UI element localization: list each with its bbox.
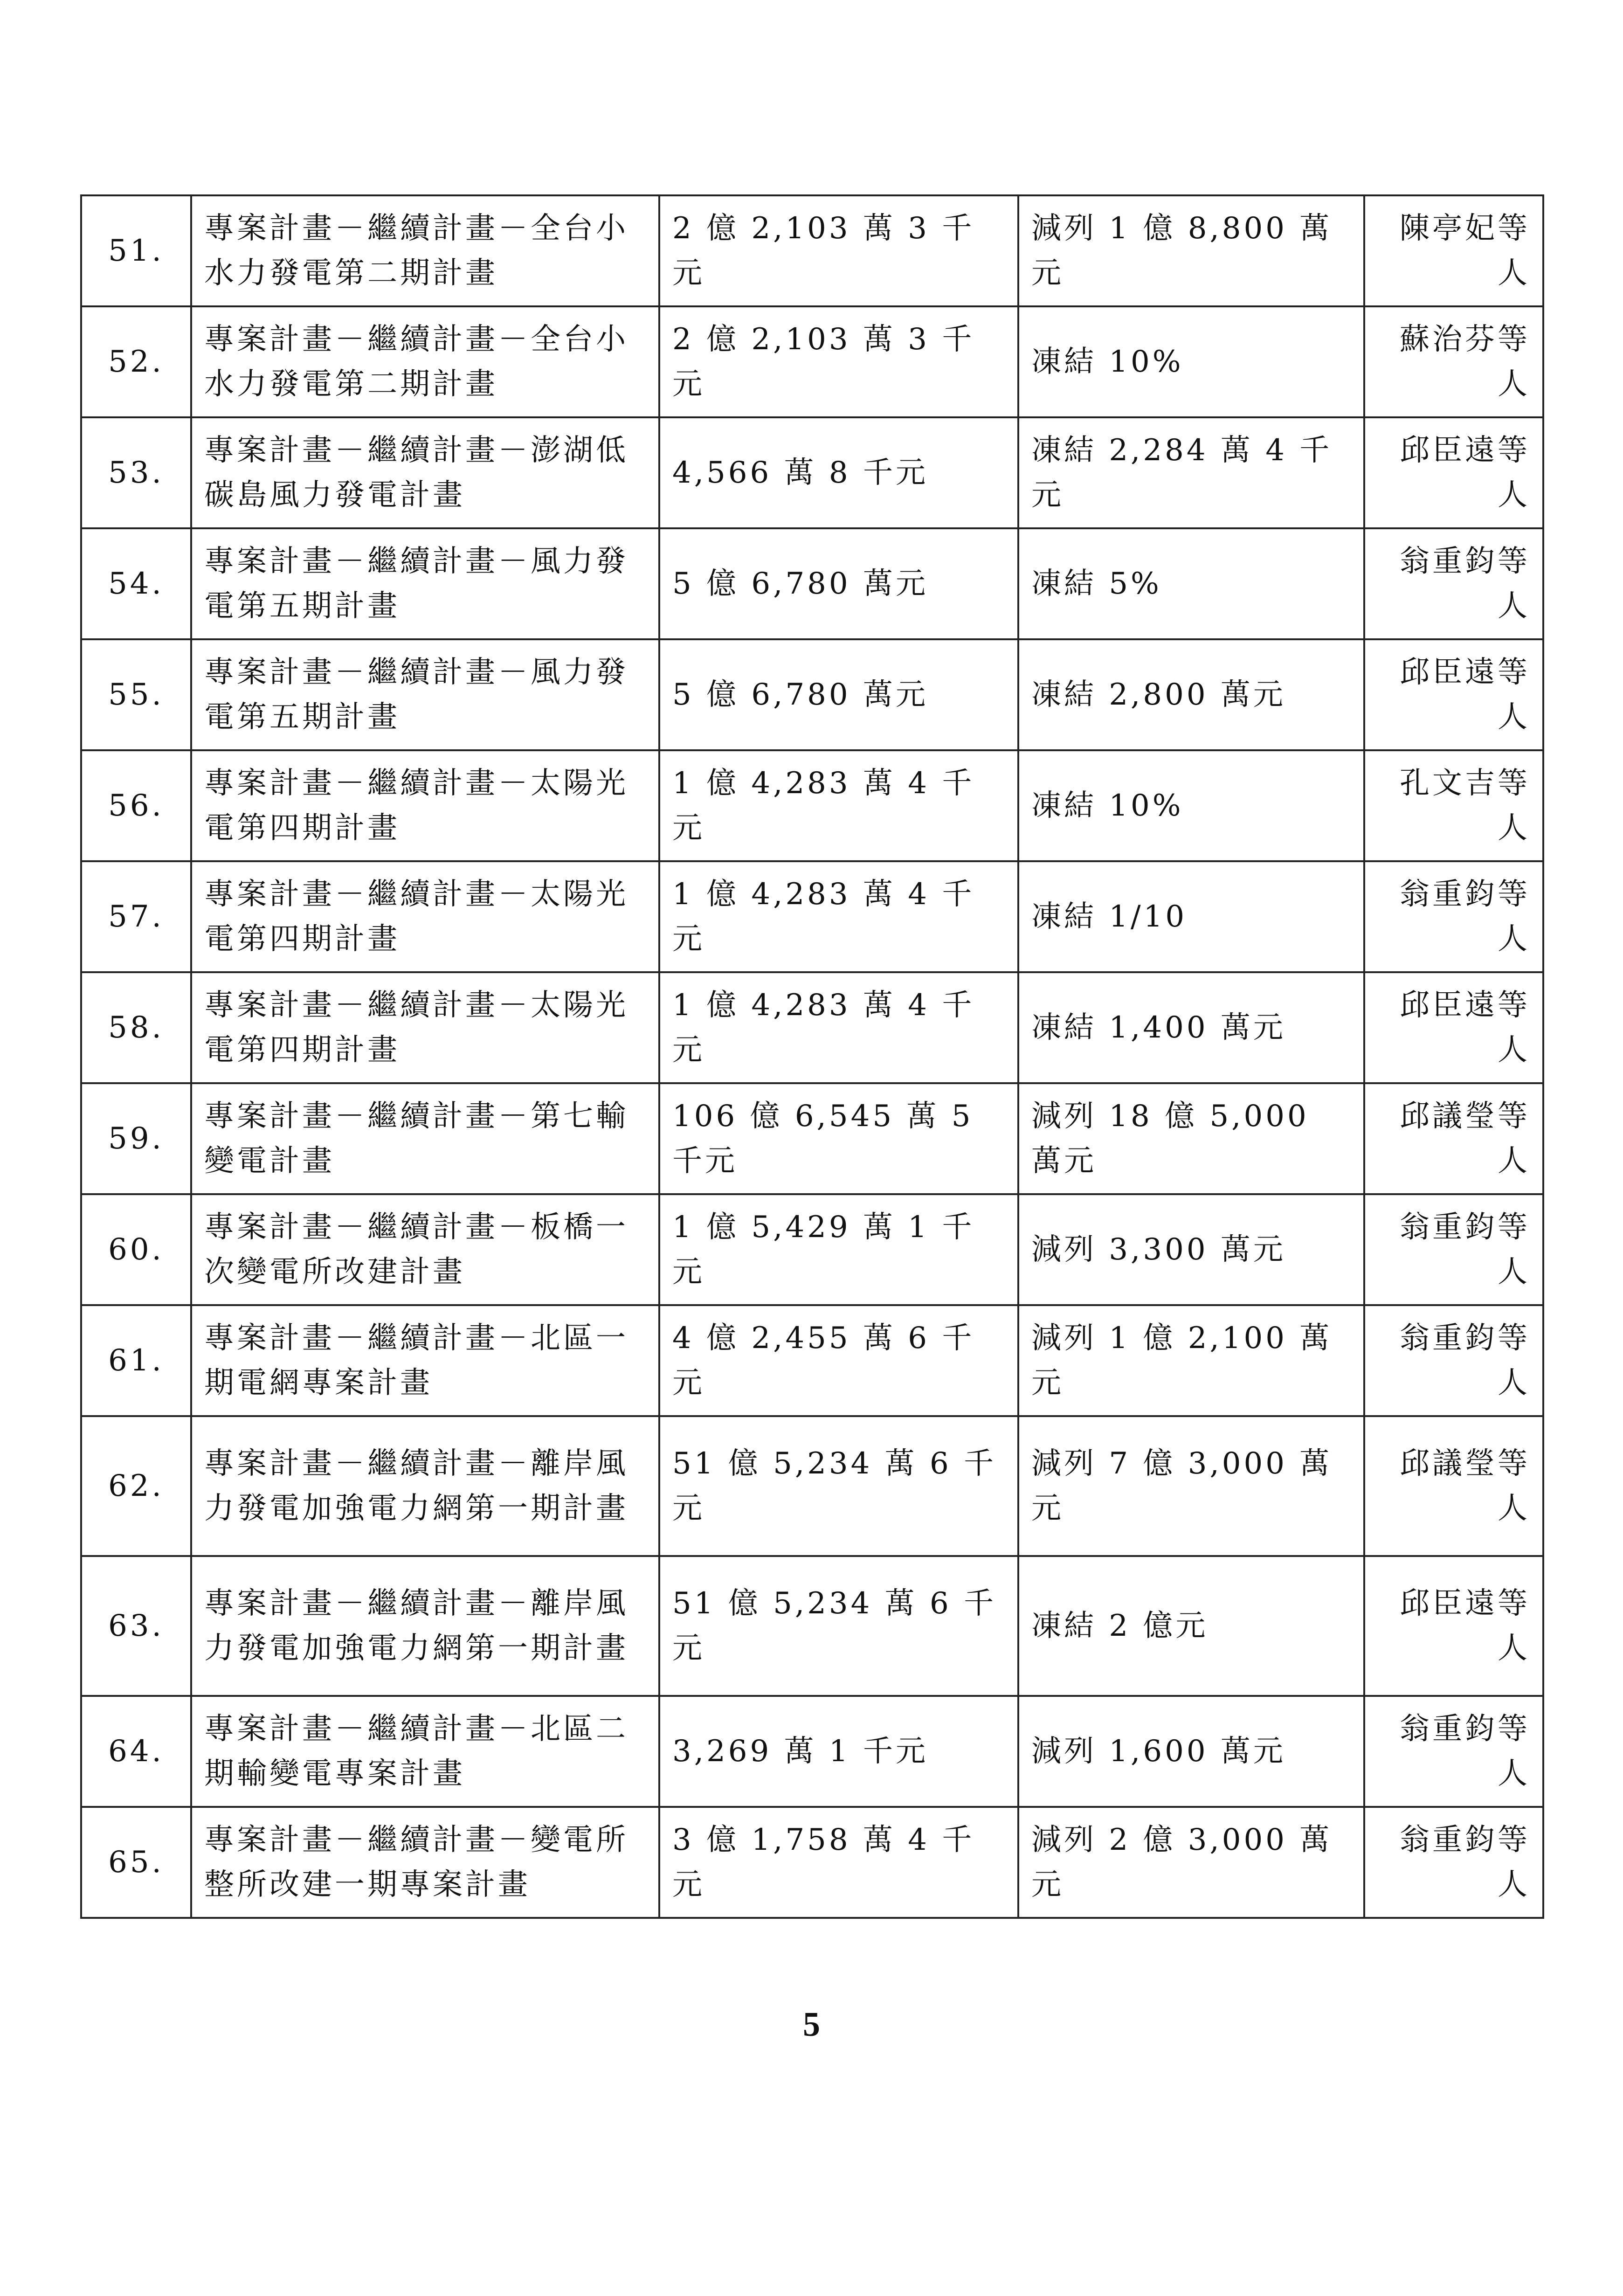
proposed-action: 凍結 2 億元 [1018, 1556, 1364, 1696]
budget-amount: 1 億 4,283 萬 4 千元 [659, 972, 1018, 1083]
proposed-action: 凍結 1/10 [1018, 861, 1364, 972]
budget-amount: 2 億 2,103 萬 3 千元 [659, 195, 1018, 306]
table-row [81, 861, 1543, 972]
proposed-action: 減列 3,300 萬元 [1018, 1194, 1364, 1305]
row-number: 61. [81, 1305, 191, 1416]
row-number: 60. [81, 1194, 191, 1305]
row-number: 62. [81, 1416, 191, 1556]
proposed-action: 減列 1,600 萬元 [1018, 1696, 1364, 1807]
budget-amount: 1 億 5,429 萬 1 千元 [659, 1194, 1018, 1305]
proposed-action: 減列 2 億 3,000 萬元 [1018, 1807, 1364, 1918]
table-row [81, 1556, 1543, 1696]
item-name: 專案計畫－繼續計畫－風力發電第五期計畫 [191, 639, 659, 750]
table-row [81, 528, 1543, 639]
row-number: 57. [81, 861, 191, 972]
budget-amount: 4 億 2,455 萬 6 千元 [659, 1305, 1018, 1416]
proposed-action: 凍結 10% [1018, 750, 1364, 861]
proposer: 翁重鈞等人 [1364, 861, 1543, 972]
budget-amount: 4,566 萬 8 千元 [659, 417, 1018, 528]
item-name: 專案計畫－繼續計畫－離岸風力發電加強電力網第一期計畫 [191, 1556, 659, 1696]
item-name: 專案計畫－繼續計畫－變電所整所改建一期專案計畫 [191, 1807, 659, 1918]
proposed-action: 凍結 2,284 萬 4 千元 [1018, 417, 1364, 528]
budget-amount: 5 億 6,780 萬元 [659, 528, 1018, 639]
proposed-action: 凍結 10% [1018, 306, 1364, 417]
budget-amount: 2 億 2,103 萬 3 千元 [659, 306, 1018, 417]
proposer: 邱臣遠等人 [1364, 639, 1543, 750]
table-row [81, 1807, 1543, 1918]
row-number: 65. [81, 1807, 191, 1918]
row-number: 59. [81, 1083, 191, 1194]
row-number: 56. [81, 750, 191, 861]
item-name: 專案計畫－繼續計畫－第七輸變電計畫 [191, 1083, 659, 1194]
proposer: 翁重鈞等人 [1364, 1194, 1543, 1305]
table-row [81, 1305, 1543, 1416]
row-number: 51. [81, 195, 191, 306]
budget-amount: 51 億 5,234 萬 6 千元 [659, 1556, 1018, 1696]
item-name: 專案計畫－繼續計畫－澎湖低碳島風力發電計畫 [191, 417, 659, 528]
proposer: 孔文吉等人 [1364, 750, 1543, 861]
proposer: 蘇治芬等人 [1364, 306, 1543, 417]
proposer: 翁重鈞等人 [1364, 1807, 1543, 1918]
budget-amount: 3 億 1,758 萬 4 千元 [659, 1807, 1018, 1918]
row-number: 53. [81, 417, 191, 528]
row-number: 54. [81, 528, 191, 639]
item-name: 專案計畫－繼續計畫－板橋一次變電所改建計畫 [191, 1194, 659, 1305]
proposed-action: 減列 7 億 3,000 萬元 [1018, 1416, 1364, 1556]
proposer: 邱臣遠等人 [1364, 972, 1543, 1083]
proposer: 邱議瑩等人 [1364, 1083, 1543, 1194]
proposer: 邱臣遠等人 [1364, 417, 1543, 528]
item-name: 專案計畫－繼續計畫－太陽光電第四期計畫 [191, 861, 659, 972]
item-name: 專案計畫－繼續計畫－全台小水力發電第二期計畫 [191, 306, 659, 417]
table-row [81, 750, 1543, 861]
table-row [81, 417, 1543, 528]
table-row [81, 972, 1543, 1083]
proposer: 邱臣遠等人 [1364, 1556, 1543, 1696]
proposer: 翁重鈞等人 [1364, 528, 1543, 639]
proposed-action: 凍結 1,400 萬元 [1018, 972, 1364, 1083]
table-row [81, 1194, 1543, 1305]
page-number: 5 [803, 2006, 820, 2044]
row-number: 64. [81, 1696, 191, 1807]
proposer: 翁重鈞等人 [1364, 1305, 1543, 1416]
proposed-action: 減列 18 億 5,000 萬元 [1018, 1083, 1364, 1194]
proposed-action: 減列 1 億 8,800 萬元 [1018, 195, 1364, 306]
table-row [81, 195, 1543, 306]
row-number: 55. [81, 639, 191, 750]
item-name: 專案計畫－繼續計畫－全台小水力發電第二期計畫 [191, 195, 659, 306]
budget-amount: 1 億 4,283 萬 4 千元 [659, 750, 1018, 861]
proposer: 邱議瑩等人 [1364, 1416, 1543, 1556]
table-row [81, 306, 1543, 417]
budget-amount: 51 億 5,234 萬 6 千元 [659, 1416, 1018, 1556]
budget-amount: 5 億 6,780 萬元 [659, 639, 1018, 750]
proposed-action: 凍結 2,800 萬元 [1018, 639, 1364, 750]
budget-amount: 3,269 萬 1 千元 [659, 1696, 1018, 1807]
proposer: 陳亭妃等人 [1364, 195, 1543, 306]
proposer: 翁重鈞等人 [1364, 1696, 1543, 1807]
table-row [81, 1696, 1543, 1807]
budget-amount: 106 億 6,545 萬 5 千元 [659, 1083, 1018, 1194]
item-name: 專案計畫－繼續計畫－離岸風力發電加強電力網第一期計畫 [191, 1416, 659, 1556]
item-name: 專案計畫－繼續計畫－北區二期輸變電專案計畫 [191, 1696, 659, 1807]
row-number: 58. [81, 972, 191, 1083]
row-number: 52. [81, 306, 191, 417]
table-row [81, 1416, 1543, 1556]
item-name: 專案計畫－繼續計畫－風力發電第五期計畫 [191, 528, 659, 639]
table-row [81, 639, 1543, 750]
item-name: 專案計畫－繼續計畫－北區一期電網專案計畫 [191, 1305, 659, 1416]
table-row [81, 1083, 1543, 1194]
item-name: 專案計畫－繼續計畫－太陽光電第四期計畫 [191, 972, 659, 1083]
row-number: 63. [81, 1556, 191, 1696]
budget-motion-table [80, 194, 1544, 1919]
proposed-action: 減列 1 億 2,100 萬元 [1018, 1305, 1364, 1416]
budget-amount: 1 億 4,283 萬 4 千元 [659, 861, 1018, 972]
proposed-action: 凍結 5% [1018, 528, 1364, 639]
item-name: 專案計畫－繼續計畫－太陽光電第四期計畫 [191, 750, 659, 861]
